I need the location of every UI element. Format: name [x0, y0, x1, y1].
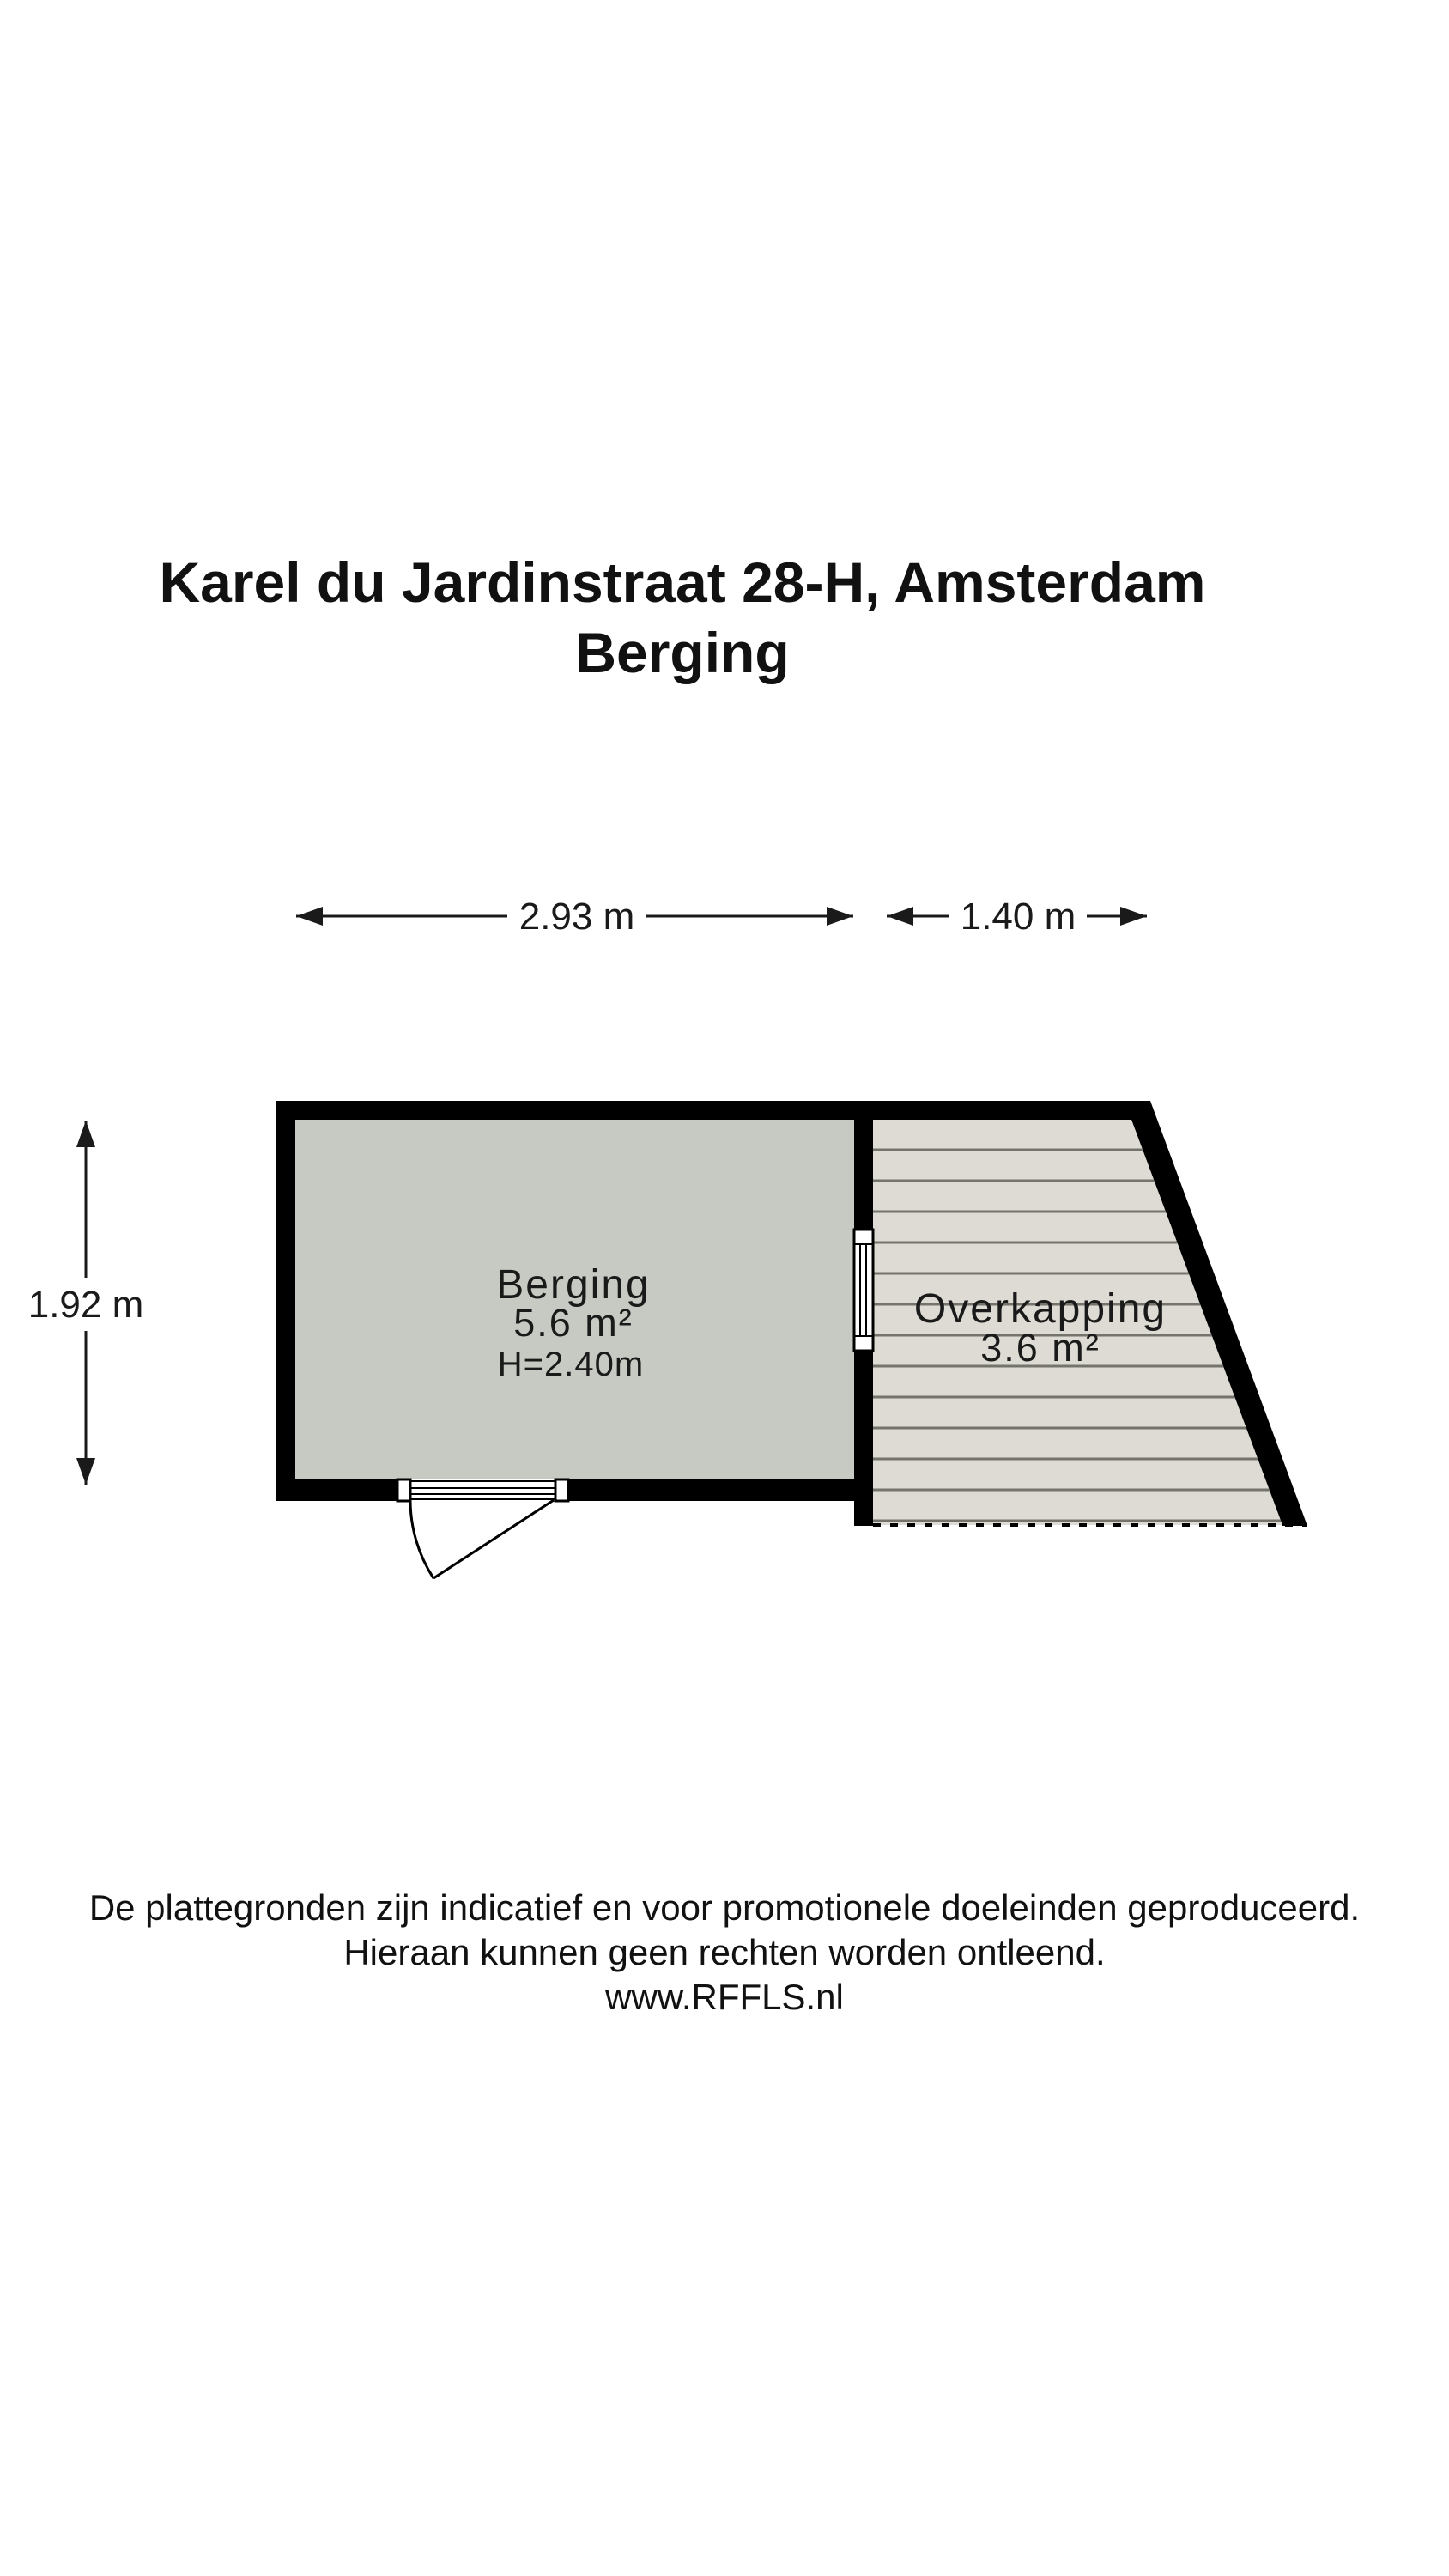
- arrow-left-icon: [296, 907, 323, 926]
- title-room-name: Berging: [575, 621, 790, 684]
- divider-wall-extension: [854, 1501, 873, 1526]
- arrow-right-icon: [1120, 907, 1147, 926]
- dimension-top-left: [296, 896, 853, 938]
- berging-label: Berging: [496, 1262, 651, 1308]
- page-title: [0, 547, 1365, 688]
- overkapping-label: Overkapping: [913, 1286, 1167, 1332]
- title-address: Karel du Jardinstraat 28-H, Amsterdam: [159, 550, 1206, 614]
- arrow-right-icon: [827, 907, 853, 926]
- disclaimer: [0, 1886, 1449, 2020]
- dim-label-width-overkapping: 1.40 m: [960, 896, 1076, 938]
- dimension-left: [28, 1121, 144, 1485]
- floorplan-drawing: [0, 859, 1449, 1631]
- door-opening: [397, 1479, 568, 1501]
- footer-website: www.RFFLS.nl: [605, 1977, 844, 2017]
- disclaimer-line-1: De plattegronden zijn indicatief en voor promotionele doeleinden geproduceerd.: [88, 1887, 1361, 1928]
- door-jamb-left: [397, 1479, 410, 1501]
- window-frame: [854, 1230, 873, 1351]
- window-symbol: [854, 1230, 873, 1351]
- arrow-up-icon: [76, 1121, 95, 1147]
- dim-label-depth: 1.92 m: [27, 1284, 144, 1326]
- door-jamb-right: [555, 1479, 568, 1501]
- arrow-down-icon: [76, 1458, 95, 1485]
- disclaimer-line-2: Hieraan kunnen geen rechten worden ontleend.: [343, 1932, 1106, 1972]
- overkapping-area-label: 3.6 m²: [980, 1326, 1100, 1370]
- dim-label-width-berging: 2.93 m: [518, 896, 635, 938]
- berging-area-label: 5.6 m²: [513, 1301, 634, 1345]
- door-swing-arc: [410, 1500, 433, 1578]
- berging-height-label: H=2.40m: [497, 1346, 645, 1383]
- door-symbol: [397, 1479, 568, 1578]
- dimension-top-right: [887, 896, 1147, 938]
- door-leaf-line: [433, 1500, 554, 1578]
- arrow-left-icon: [887, 907, 913, 926]
